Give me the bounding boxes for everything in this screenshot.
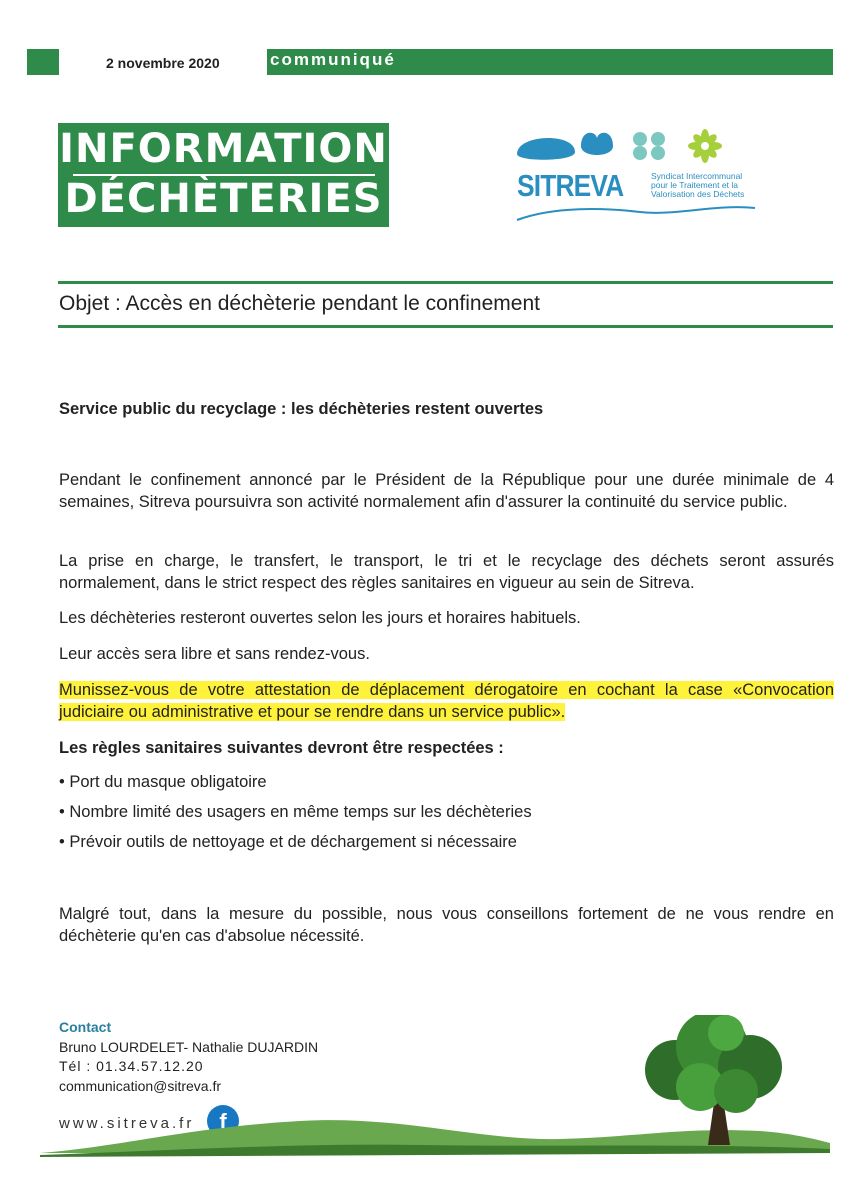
title-line-2: DÉCHÈTERIES	[64, 176, 383, 222]
logo-tagline-line: Valorisation des Déchets	[651, 189, 745, 199]
contact-names: Bruno LOURDELET- Nathalie DUJARDIN	[59, 1039, 319, 1055]
logo-tagline	[651, 172, 744, 199]
objet-line: Objet : Accès en déchèterie pendant le confinement	[59, 292, 540, 315]
paragraph-1: Pendant le confinement annoncé par le Président de la République pour une durée minimale de 4 semaines, Sitreva poursuivra son activité normalement afin d'assurer la continuité du service public.	[59, 471, 834, 511]
rule-item-text: Port du masque obligatoire	[69, 773, 267, 791]
closing-paragraph: Malgré tout, dans la mesure du possible, nous vous conseillons fortement de ne vous rendre en déchèterie qu'en cas d'absolue nécessité.	[59, 905, 834, 945]
paragraph-2: La prise en charge, le transfert, le transport, le tri et le recyclage des déchets seront assurés normalement, dans le strict respect des règles sanitaires en vigueur au sein de Sitreva.	[59, 552, 834, 592]
rule-item-text: Prévoir outils de nettoyage et de déchargement si nécessaire	[69, 833, 517, 851]
rules-heading: Les règles sanitaires suivantes devront être respectées :	[59, 739, 504, 757]
title-line-1: INFORMATION	[59, 126, 388, 172]
highlight-paragraph	[59, 679, 834, 723]
logo-tagline-line: pour le Traitement et la	[651, 180, 738, 190]
paragraph-4: Leur accès sera libre et sans rendez-vous.	[59, 645, 370, 663]
sitreva-logo	[515, 128, 760, 228]
rule-item: • Nombre limité des usagers en même temps sur les déchèteries	[59, 803, 532, 821]
contact-phone: Tél : 01.34.57.12.20	[59, 1058, 204, 1074]
highlighted-text: Munissez-vous de votre attestation de déplacement dérogatoire en cochant la case «Convocation judiciaire ou administrative et pour se rendre dans un service public».	[59, 681, 834, 721]
website-link[interactable]: www.sitreva.fr	[59, 1115, 195, 1132]
rule-item: • Port du masque obligatoire	[59, 773, 267, 791]
communique-label: communiqué	[270, 50, 396, 69]
header-square	[27, 49, 59, 75]
rule-item-text: Nombre limité des usagers en même temps sur les déchèteries	[69, 803, 532, 821]
rule-item: • Prévoir outils de nettoyage et de déchargement si nécessaire	[59, 833, 517, 851]
logo-name: SITREVA	[517, 168, 624, 203]
section-heading: Service public du recyclage : les déchèteries restent ouvertes	[59, 400, 544, 418]
contact-email[interactable]: communication@sitreva.fr	[59, 1078, 222, 1094]
tree-illustration	[40, 1015, 830, 1165]
facebook-icon[interactable]: f	[207, 1105, 239, 1137]
paragraph-3: Les déchèteries resteront ouvertes selon les jours et horaires habituels.	[59, 609, 581, 627]
contact-heading: Contact	[59, 1019, 112, 1035]
objet-top-rule	[58, 281, 833, 284]
date-label: 2 novembre 2020	[106, 55, 220, 71]
objet-bottom-rule	[58, 325, 833, 328]
title-divider	[73, 174, 375, 176]
logo-tagline-line: Syndicat Intercommunal	[651, 171, 743, 181]
